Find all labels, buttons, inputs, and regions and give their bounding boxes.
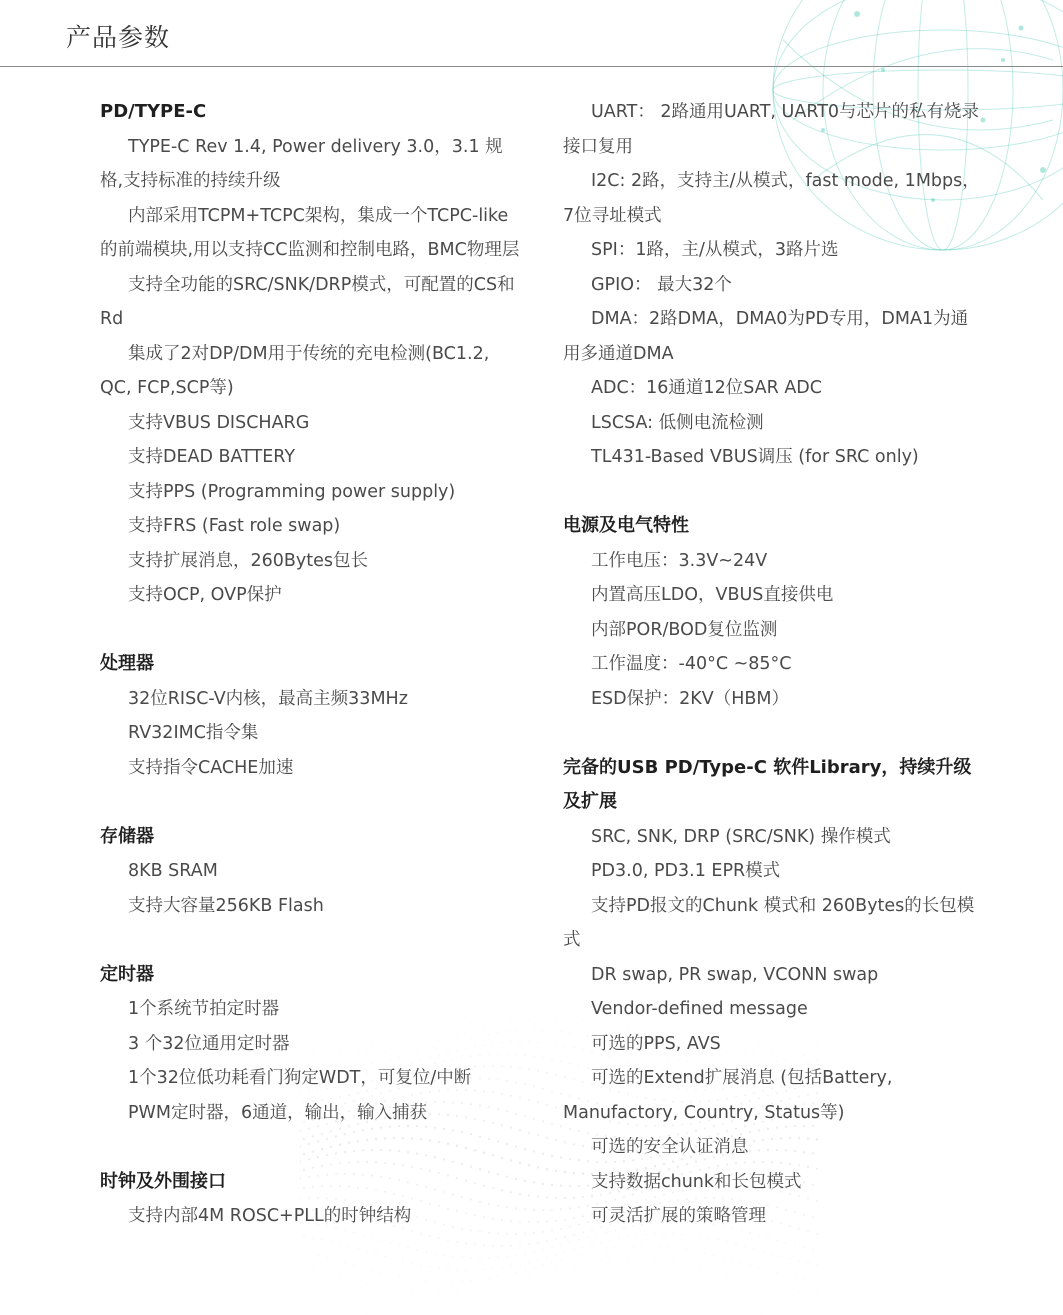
spec-section — [563, 95, 983, 475]
section-title: 完备的USB PD/Type-C 软件Library，持续升级及扩展 — [563, 756, 972, 812]
spec-item: 支持OCP, OVP保护 — [128, 585, 282, 605]
spec-item: PD3.0, PD3.1 EPR模式 — [591, 861, 781, 881]
spec-list — [100, 1199, 520, 1234]
left-column — [100, 95, 520, 1268]
spec-item: PWM定时器，6通道，输出，输入捕获 — [128, 1102, 428, 1123]
spec-section — [100, 647, 520, 785]
spec-item: 支持扩展消息，260Bytes包长 — [128, 550, 369, 571]
page-title: 产品参数 — [66, 23, 171, 52]
spec-item: 可选的PPS, AVS — [591, 1033, 721, 1054]
spec-item: 3 个32位通用定时器 — [128, 1033, 290, 1054]
spec-item: 支持PPS (Programming power supply) — [128, 481, 456, 502]
spec-item: GPIO： 最大32个 — [591, 274, 732, 295]
spec-item: 内部POR/BOD复位监测 — [591, 619, 778, 640]
spec-item: 支持VBUS DISCHARG — [128, 412, 310, 433]
section-title: 处理器 — [100, 653, 154, 674]
spec-section — [563, 509, 983, 716]
section-title: PD/TYPE-C — [100, 101, 207, 122]
spec-list — [563, 544, 983, 717]
spec-list — [100, 992, 520, 1130]
spec-item: TL431-Based VBUS调压 (for SRC only) — [591, 447, 919, 467]
section-title: 定时器 — [100, 963, 154, 985]
spec-item: 支持PD报文的Chunk 模式和 260Bytes的长包模式 — [563, 895, 975, 950]
spec-item: ESD保护：2KV（HBM） — [591, 688, 789, 709]
spec-item: RV32IMC指令集 — [128, 723, 259, 743]
spec-item: ADC：16通道12位SAR ADC — [591, 378, 822, 398]
spec-item: 1个32位低功耗看门狗定WDT，可复位/中断 — [128, 1068, 472, 1088]
spec-item: LSCSA: 低侧电流检测 — [591, 412, 764, 433]
spec-section — [563, 751, 983, 1234]
spec-list — [100, 854, 520, 923]
spec-item: SPI：1路，主/从模式，3路片选 — [591, 240, 839, 260]
spec-item: 可选的Extend扩展消息 (包括Battery, Manufactory, Country, Status等) — [563, 1068, 893, 1123]
spec-item: 8KB SRAM — [128, 861, 218, 881]
spec-list — [100, 682, 520, 786]
spec-section — [100, 1165, 520, 1234]
spec-item: I2C: 2路，支持主/从模式，fast mode, 1Mbps，7位寻址模式 — [563, 171, 980, 226]
spec-item: 支持数据chunk和长包模式 — [591, 1171, 802, 1192]
spec-section — [100, 95, 520, 613]
page-header — [0, 0, 1063, 67]
spec-list — [563, 820, 983, 1234]
spec-section — [100, 820, 520, 924]
spec-item: TYPE-C Rev 1.4, Power delivery 3.0，3.1 规格,支持标准的持续升级 — [100, 136, 503, 191]
section-title: 电源及电气特性 — [563, 515, 689, 536]
spec-item: UART： 2路通用UART, UART0与芯片的私有烧录接口复用 — [563, 102, 980, 157]
spec-section — [100, 958, 520, 1131]
spec-item: 工作温度：-40°C ~85°C — [591, 654, 792, 674]
spec-item: 内部采用TCPM+TCPC架构，集成一个TCPC-like的前端模块,用以支持CC监测和控制电路，BMC物理层 — [100, 205, 520, 260]
section-title: 时钟及外围接口 — [100, 1170, 226, 1192]
spec-item: DR swap, PR swap, VCONN swap — [591, 964, 879, 985]
spec-item: 支持FRS (Fast role swap) — [128, 516, 341, 536]
spec-item: 内置高压LDO，VBUS直接供电 — [591, 585, 834, 605]
spec-list — [100, 130, 520, 613]
spec-item: 支持全功能的SRC/SNK/DRP模式，可配置的CS和Rd — [100, 274, 515, 329]
spec-item: 可选的安全认证消息 — [591, 1137, 749, 1157]
spec-item: 支持指令CACHE加速 — [128, 757, 294, 778]
spec-item: DMA：2路DMA，DMA0为PD专用，DMA1为通用多通道DMA — [563, 309, 969, 364]
spec-item: 32位RISC-V内核，最高主频33MHz — [128, 688, 408, 709]
spec-item: Vendor-defined message — [591, 999, 808, 1019]
spec-item: 工作电压：3.3V~24V — [591, 550, 768, 571]
section-title: 存储器 — [100, 825, 154, 847]
spec-item: 1个系统节拍定时器 — [128, 999, 280, 1019]
spec-list — [563, 95, 983, 475]
spec-item: 支持DEAD BATTERY — [128, 447, 296, 467]
spec-item: SRC, SNK, DRP (SRC/SNK) 操作模式 — [591, 826, 891, 847]
right-column — [563, 95, 983, 1268]
spec-item: 支持内部4M ROSC+PLL的时钟结构 — [128, 1206, 412, 1226]
spec-item: 支持大容量256KB Flash — [128, 895, 324, 916]
spec-item: 集成了2对DP/DM用于传统的充电检测(BC1.2, QC, FCP,SCP等) — [100, 343, 490, 398]
spec-item: 可灵活扩展的策略管理 — [591, 1206, 766, 1226]
